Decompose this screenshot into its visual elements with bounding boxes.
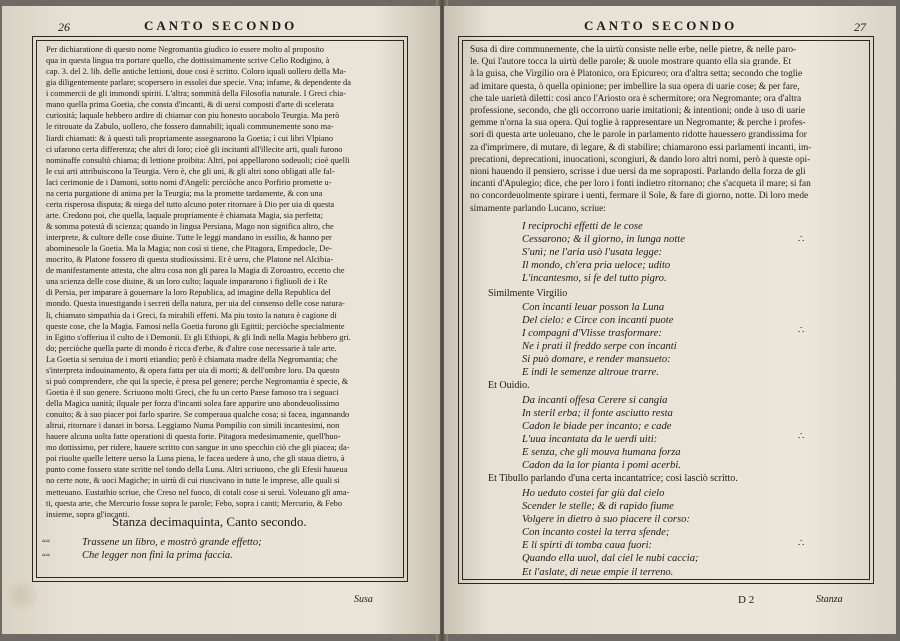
text-line: gia diligentemente parlare; scopersero in essolei due specie. Vna; infame, & dependente da: [46, 78, 351, 88]
running-head: CANTO SECONDO: [144, 18, 298, 33]
quote-mark: ““: [42, 538, 50, 548]
verse-line: E senza, che gli mouva humana forza: [522, 447, 681, 459]
page-number: 26: [58, 20, 70, 34]
text-line: abomineuole la Goetia. Ma la Magia; non così si tiene, che Pitagora, Empedocle, De-: [46, 244, 332, 254]
signature-mark: D 2: [738, 594, 755, 606]
page-number: 27: [854, 20, 866, 34]
text-line: nominaffe consultò chiama; di lettione proibita: Altri, poi appellarono sodeuoli; cioè quelli: [46, 155, 350, 165]
verse-line: Et l'aslate, di neue empie il terreno.: [522, 566, 674, 578]
verse-line: E indi le semenze altroue trarre.: [522, 367, 659, 379]
text-line: queste cose, che la Magia. Famosi nella Goetia furono gli Egittii; perciòche specialmente: [46, 321, 345, 331]
verse-ouidio: [522, 394, 681, 473]
section-label: Et Tibullo parlando d'una certa incantatrice; così lasciò scritto.: [488, 473, 738, 484]
printer-ornament: ∴: [798, 538, 806, 549]
text-line: ci ufarono certa differenza; che altri di loro; cioè gli incitanti all'illecite arti, quali furono: [46, 144, 343, 154]
printer-ornament: ∴: [798, 234, 806, 245]
verse-virgilio: [522, 301, 677, 380]
verse-lucano: [522, 220, 685, 285]
verse-line: Ne i prati il freddo serpe con incanti: [522, 341, 677, 353]
verse-line: Scender le stelle; & di rapido fiume: [522, 501, 674, 513]
text-line: Goetia è il suo genere. Scriuono molti Greci, che fu un certo Paese famoso tra i seguaci: [46, 387, 339, 397]
text-line: gemme n'orna la sua opera. Qui toglie à rappresentare un Negromante; & perche i profes-: [470, 118, 806, 129]
right-page: [444, 6, 896, 634]
stanza-verse: [82, 536, 262, 562]
verse-line: E li spirti di tomba caua fuori:: [522, 540, 653, 552]
text-line: La Goetia si seruiua de i morti etiandio; però è chiamata madre della Negromantia; che: [46, 354, 338, 364]
verse-line: Con incanti leuar posson la Luna: [522, 302, 665, 313]
text-line: li, chiamato simpathia da i Greci, fa mirabili effetti. Ma piu tosto la natura è cagione di: [46, 310, 337, 320]
verse-line: In steril erba; il fonte asciutto resta: [522, 408, 673, 420]
text-line: interprete, & cultore delle cose diuine. Tutte le leggi mandano in essilio, & hanno per: [46, 233, 332, 243]
text-line: in Egitto s'offeriua il culto de i Demonii. Et gli Ethiopi, & gli Indi nella Magia hebbero gri.: [46, 332, 351, 342]
verse-line: Del cielo: e Circe con incanti puote: [522, 315, 674, 327]
left-page: [2, 6, 440, 634]
quote-mark: ““: [42, 552, 50, 562]
text-line: le ritrouate da Zabulo, uollero, che fossero dannabili; iquali communemente sono ma-: [46, 122, 334, 132]
catchword: Susa: [354, 594, 373, 605]
text-line: punto come fossero state scritte nel tondo della Luna. Altri scriuono, che gli Efesii haueua: [46, 465, 348, 475]
verse-line: I reciprochi effetti de le cose: [522, 221, 643, 232]
text-line: liardi chiamati: & à questi tali propriamente assegnarono la Goetia; ì cui libri Vlpiano: [46, 133, 334, 143]
verse-line: Ho ueduto costei far giù dal cielo: [522, 488, 665, 499]
text-line: si può comprendere, che qui la specie, è presa pel genere; perche Negromantia è specie, &: [46, 376, 349, 386]
text-line: Per dichiaratione di questo nome Negromantia giudico io essere molto al proposito: [46, 45, 324, 54]
verse-line: L'uua incantata da le uerdi uiti:: [522, 434, 658, 446]
printer-ornament: ∴: [798, 325, 806, 336]
verse-line: Cessarono; & il giorno, in lunga notte: [522, 234, 685, 246]
text-line: s'interpreta indouinamento, & opera fatta per uia di morti; & dell'ombre loro. Da questo: [46, 365, 340, 375]
verse-line: Il mondo, ch'era pria ueloce; udito: [522, 260, 671, 272]
text-line: ad imitare questa, ò quella opinione; per imbellire la sua opera di uarie cose; & per fare,: [470, 81, 800, 92]
text-line: le. Qui l'autore tocca la uirtù delle parole; & uuole mostrare quanto ella sia grande. Et: [470, 57, 792, 68]
text-line: incanti d'Apulegio; dice, che per loro i fonti indietro ritornano; che s'acqueta il mare; si fan: [470, 179, 811, 190]
commentary-text: [46, 44, 398, 520]
section-label: Similmente Virgilio: [488, 288, 568, 299]
verse-line: L'incantesmo, si fe del tutto pigro.: [522, 273, 667, 285]
text-line: de manifestamente attesta, che altra cosa non gli parea la Magia di Zoroastro, eccetto che: [46, 266, 345, 276]
verse-line: Cadon le biade per incanto; e cade: [522, 421, 672, 433]
text-line: una scienza delle cose diuine, & un loro culto; laquale impararono i figliuoli de i Re: [46, 277, 328, 287]
text-line: curiosità; laquale hebbero ardire di chiamar con piu honesto uocabolo Teurgia. Ma però: [46, 111, 340, 121]
verse-line: Con incanto costei la terra sfende;: [522, 527, 670, 539]
text-line: Susa di dire communemente, che la uirtù consiste nelle erbe, nelle pietre, & nelle paro-: [470, 45, 797, 55]
text-line: sori di questa arte uoleuano, che le parole in parlamento ridotte hauessero grandissima for: [470, 130, 807, 141]
text-line: altrui, ritornare i danari in borsa. Leggiamo Numa Pompilio con simili incantesimi, non: [46, 421, 340, 431]
text-line: no concordeuolmente spirare i uenti, fermare il Sole, & fare di giorno, notte. Di loro mede: [470, 191, 809, 202]
verse-line: Trassene un libro, e mostrò grande effetto;: [82, 537, 262, 548]
text-line: na certa purgatione di anima per la Teurgia; ma la promette tardamente, & con una: [46, 188, 323, 198]
text-line: i commercii de gli immondi spiriti. L'altra; sommità della Filosofia naturale. I Greci chia-: [46, 89, 346, 99]
text-line: di Persia, per imparare à gouernare la loro Republica, ad imagine della Republica del: [46, 288, 331, 298]
text-line: laci cerimonie de i Damoni, sotto nomi d'Angeli: perciòche anco Porfirio promette u-: [46, 177, 332, 187]
text-line: simamente parlando Lucano, scriue:: [470, 203, 606, 214]
text-line: à la guisa, che Virgilio ora è Platonico, ora Epicureo; ora d'altra setta; secondo che toglie: [470, 69, 803, 80]
text-line: ti, questa arte, che Mercurio fosse sopra le parole; Febo, sopra i canti; Mercurio, & Febo: [46, 498, 343, 508]
verse-line: Quando ella uuol, dal ciel le nubi caccia;: [522, 553, 699, 565]
text-line: mo dottissimo, per ridere, hauere scritto con sangue in uno specchio ciò che gli piacea; da-: [46, 443, 350, 453]
verse-line: I compagni d'Vlisse trasformare:: [522, 328, 662, 340]
text-line: hauere alcuna uolta fatte operationi di questa forte. Pitagora medesimamente, quell'huo-: [46, 432, 341, 442]
running-head: CANTO SECONDO: [584, 18, 738, 33]
verse-line: Che legger non finì la prima faccia.: [82, 550, 233, 561]
text-line: insieme, sopra gl'incanti.: [46, 509, 130, 519]
text-line: le cui arti attribuiscono la Teurgia. Vero è, che gli uni, & gli altri sono obligati alle fal-: [46, 166, 335, 176]
text-line: conuito; & à suo piacer poi farlo sparire. Se comperaua qualche cosa; si facea, ingannando: [46, 410, 350, 420]
text-line: metteuano. Eustathio scriue, che Creso nel fuoco, di cotali cose si seruì. Voleuano gli ama-: [46, 487, 350, 497]
text-line: mondo. Questa inuestigando i secreti della natura, per uia del consenso delle cose natura-: [46, 299, 345, 309]
commentary-text: [470, 44, 864, 215]
text-line: nioni hauendo il pensiero, scrisse i due uersi da me sopraposti. Parlando della forza de gli: [470, 167, 806, 178]
text-line: cap. 3. del 2. lib. delle antiche lettioni, doue cosi è scritto. Coloro iquali uollero della Ma-: [46, 67, 347, 77]
text-line: do; perciòche quella parte di mondo è ricca d'erbe, & d'altre cose necessarie à tale arte.: [46, 343, 337, 353]
text-line: precationi, deprecationi, inuocationi, scongiuri, & dando loro altri nomi, però à queste opi-: [470, 154, 811, 165]
verse-tibullo: [522, 487, 699, 579]
text-line: qua in questa lingua tra portare quello, che dottissimamente scrive Celio Rodigino, à: [46, 56, 330, 66]
text-line: che tale uarietà diletti: così anco l'Ariosto ora è schermitore; ora Negromante; ora d'altra: [470, 93, 802, 104]
verse-line: Volgere in dietro à suo piacere il corso:: [522, 514, 690, 526]
library-stamp: [4, 578, 38, 612]
text-line: arte. Credono poi, che quella, laquale propriamente è chiamata Magia, sia perfetta;: [46, 210, 323, 220]
verse-line: Si può domare, e render mansueto:: [522, 354, 671, 366]
text-line: mocrito, & Platone fossero di questa studiosissimi. Et è uero, che Platone nel Alcibia-: [46, 255, 334, 265]
text-line: za d'imprimere, di mutare, di legare, & di stabilire; chiamarono essi parlamenti incanti, im-: [470, 142, 812, 153]
text-line: mano quella prima Goetia, che consta d'incanti, & di uersi composti d'arte di scelerata: [46, 100, 334, 110]
text-line: poi riuolte quelle lettere uerso la Luna piena, le facea uedere à uno, che gli staua dietro, à: [46, 454, 345, 464]
text-line: professione, secondo, che gli occorrono uarie imitationi; & intentioni; onde à uso di uarie: [470, 106, 806, 117]
text-line: & somma potestà di scienza; quando in lingua Persiana, Mago non significa altro, che: [46, 222, 334, 231]
section-label: Et Ouidio.: [488, 380, 530, 391]
text-line: certa risperosa disputa; & niega del tutto alcuno poter ritornare à Dio per uia di questa: [46, 199, 335, 209]
verse-line: Da incanti offesa Cerere si cangia: [522, 395, 668, 406]
printer-ornament: ∴: [798, 431, 806, 442]
verse-line: S'unì; ne l'aria usò l'usata legge:: [522, 247, 663, 259]
stanza-title: Stanza decimaquinta, Canto secondo.: [112, 514, 307, 529]
catchword: Stanza: [816, 594, 843, 605]
verse-line: Cadon da la lor pianta i pomi acerbi.: [522, 460, 681, 472]
text-line: no certe note, & uoci Magiche; in uirtù di cui riuscivano in tutte le imprese, alle quali si: [46, 476, 340, 486]
text-line: della Magica uanità; ilquale per forza d'incanti solea fare apparire uno abondeuolissimo: [46, 399, 340, 408]
